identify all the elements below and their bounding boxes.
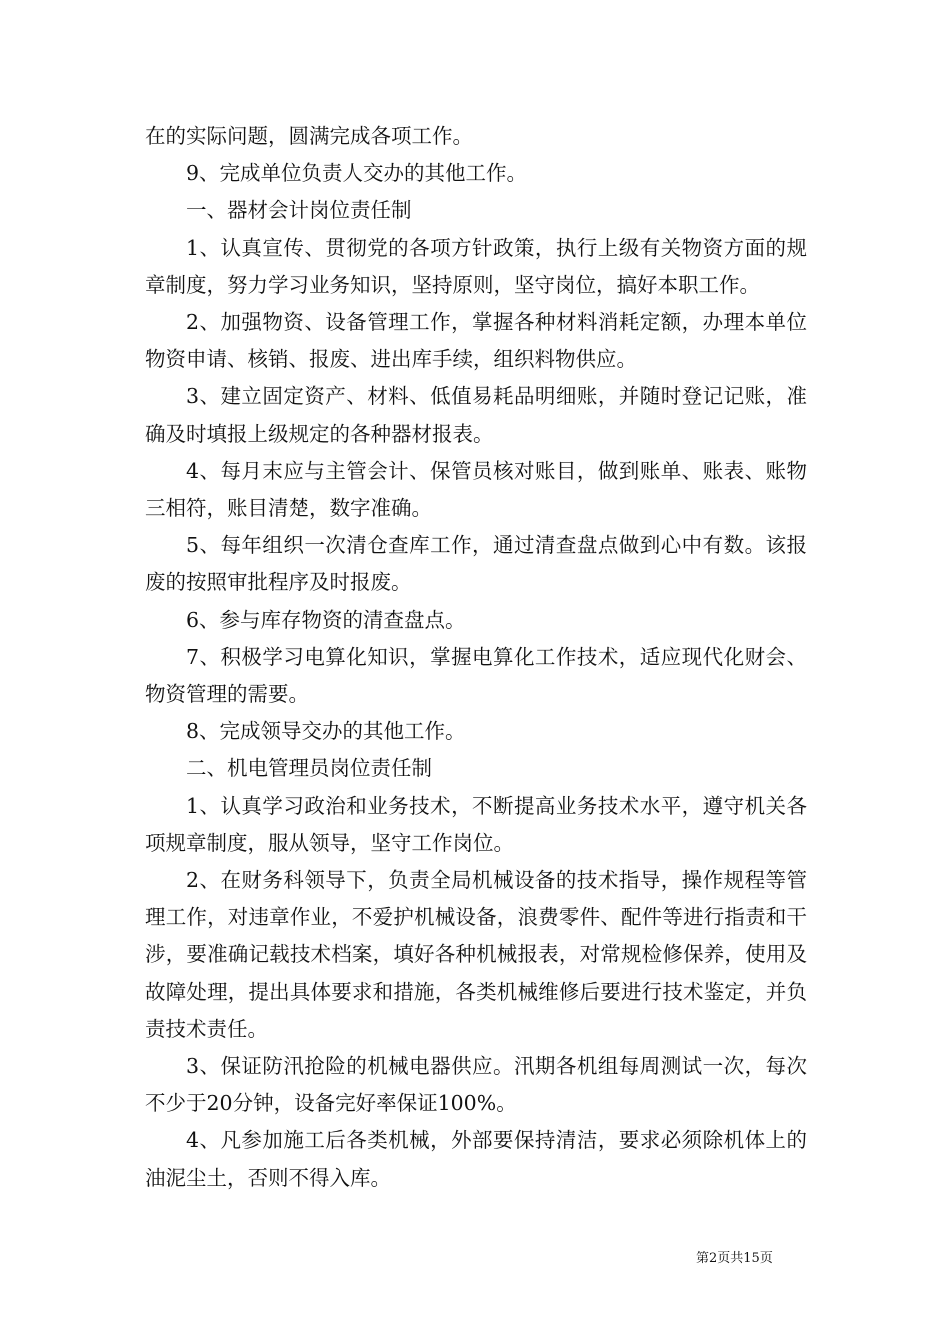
paragraph: 2、在财务科领导下，负责全局机械设备的技术指导，操作规程等管理工作，对违章作业，不爱护机械设备，浪费零件、配件等进行指责和干涉，要准确记载技术档案，填好各种机械报表，对常规检修保养，使用及故障处理，提出具体要求和措施，各类机械维修后要进行技术鉴定，并负责技术责任。 xyxy=(145,868,807,1041)
paragraph: 7、积极学习电算化知识，掌握电算化工作技术，适应现代化财会、物资管理的需要。 xyxy=(145,644,807,707)
paragraph: 3、保证防汛抢险的机械电器供应。汛期各机组每周测试一次，每次不少于20分钟，设备完好率保证100%。 xyxy=(145,1054,807,1116)
paragraph: 3、建立固定资产、材料、低值易耗品明细账，并随时登记记账，准确及时填报上级规定的各种器材报表。 xyxy=(145,384,807,446)
paragraph: 6、参与库存物资的清查盘点。 xyxy=(186,607,466,632)
section-heading: 二、机电管理员岗位责任制 xyxy=(186,756,432,781)
paragraph: 4、凡参加施工后各类机械，外部要保持清洁，要求必须除机体上的油泥尘土，否则不得入库。 xyxy=(145,1128,807,1190)
page-number: 第2页共15页 xyxy=(696,1251,773,1266)
paragraph: 4、每月末应与主管会计、保管员核对账目，做到账单、账表、账物三相符，账目清楚，数字准确。 xyxy=(145,458,807,521)
paragraph: 5、每年组织一次清仓查库工作，通过清查盘点做到心中有数。该报废的按照审批程序及时报废。 xyxy=(145,533,807,595)
paragraph: 1、认真宣传、贯彻党的各项方针政策，执行上级有关物资方面的规章制度，努力学习业务知识，坚持原则，坚守岗位，搞好本职工作。 xyxy=(145,235,807,297)
paragraph: 2、加强物资、设备管理工作，掌握各种材料消耗定额，办理本单位物资申请、核销、报废、进出库手续，组织料物供应。 xyxy=(145,310,807,372)
document-body xyxy=(145,118,807,1197)
paragraph: 9、完成单位负责人交办的其他工作。 xyxy=(186,161,528,186)
paragraph: 1、认真学习政治和业务技术，不断提高业务技术水平，遵守机关各项规章制度，服从领导，坚守工作岗位。 xyxy=(145,793,807,855)
paragraph: 8、完成领导交办的其他工作。 xyxy=(186,719,466,744)
paragraph: 在的实际问题，圆满完成各项工作。 xyxy=(145,124,473,148)
section-heading: 一、器材会计岗位责任制 xyxy=(186,198,412,223)
